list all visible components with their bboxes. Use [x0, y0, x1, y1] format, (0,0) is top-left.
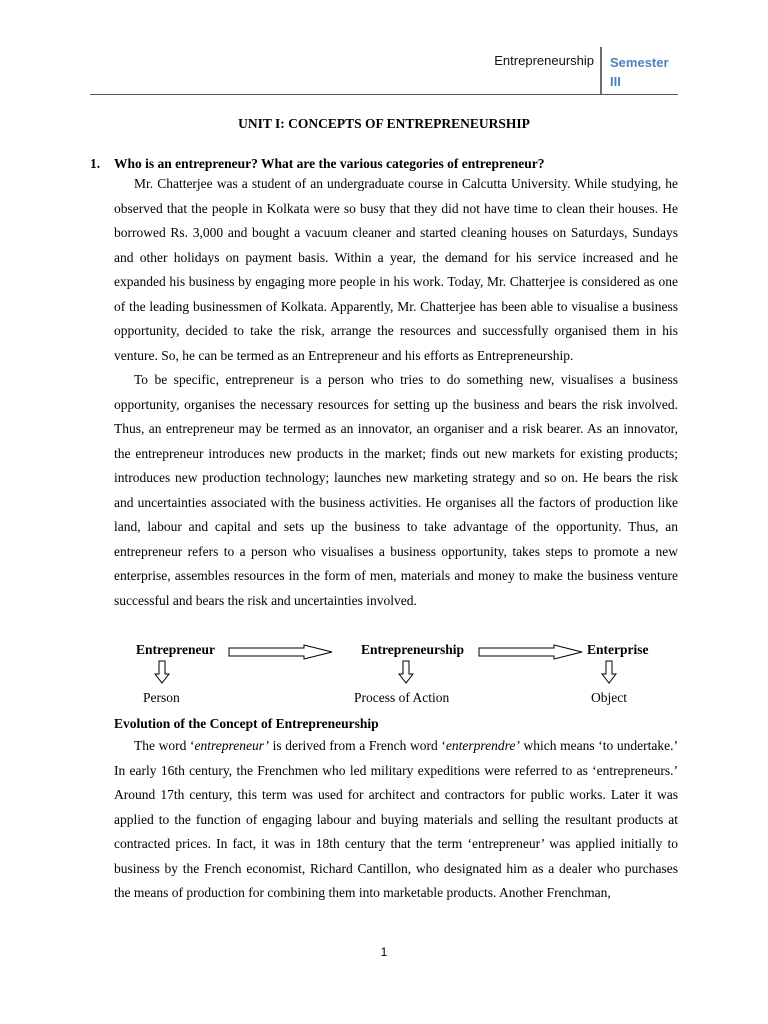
diagram-term-enterprise: Enterprise [587, 642, 649, 657]
section-paragraph [114, 734, 678, 906]
diagram-term-entrepreneurship: Entrepreneurship [361, 642, 465, 657]
text-run: is derived from a French word ‘ [269, 738, 446, 753]
italic-term: entrepreneur’ [194, 738, 269, 753]
down-arrow-icon [398, 660, 414, 684]
question-number: 1. [90, 156, 101, 171]
down-arrow-icon [154, 660, 170, 684]
page-number: 1 [380, 945, 388, 959]
diagram-sub-process: Process of Action [354, 690, 450, 705]
italic-term: enterprendre’ [445, 738, 520, 753]
text-run: The word ‘ [134, 738, 195, 753]
header-rule [90, 94, 678, 95]
paragraph-2: To be specific, entrepreneur is a person who tries to do something new, visualises a business opportunity, organises the necessary resources for setting up the business and bears the risk involved. Thus, an entrepreneur may be termed as an innovator, an organiser and a risk bearer. As an innovator, the entrepreneur introduces new products in the market; finds out new markets for existing products; introduces new production technology; launches new marketing strategy and so on. He bears the risk and uncertainties associated with the business activities. He organises all the factors of production like land, labour and capital and sets up the business to take advantage of the opportunity. Thus, an entrepreneur refers to a person who visualises a business opportunity, takes steps to promote a new enterprise, assembles resources in the form of men, materials and money to make the business venture successful and bears the risk and uncertainties involved. [114, 372, 678, 608]
section-heading: Evolution of the Concept of Entrepreneurship [114, 716, 379, 731]
header-divider [600, 47, 602, 94]
diagram-sub-object: Object [591, 690, 627, 705]
unit-title: UNIT I: CONCEPTS OF ENTREPRENEURSHIP [238, 116, 530, 131]
right-arrow-icon [478, 644, 584, 660]
right-arrow-icon [228, 644, 334, 660]
diagram-term-entrepreneur: Entrepreneur [136, 642, 215, 657]
diagram-sub-person: Person [143, 690, 180, 705]
header-semester: Semester III [610, 55, 669, 89]
question-text: Who is an entrepreneur? What are the various categories of entrepreneur? [114, 156, 545, 171]
header-title: Entrepreneurship [494, 53, 594, 68]
down-arrow-icon [601, 660, 617, 684]
paragraph-1: Mr. Chatterjee was a student of an undergraduate course in Calcutta University. While studying, he observed that the people in Kolkata were so busy that they did not have time to clean their houses. He borrowed Rs. 3,000 and bought a vacuum cleaner and started cleaning houses on Saturdays, Sundays and other holidays on payment basis. Within a year, the demand for his service increased and he expanded his business by engaging more people in his work. Today, Mr. Chatterjee is considered as one of the leading businessmen of Kolkata. Apparently, Mr. Chatterjee has been able to visualise a business opportunity, decided to take the risk, arrange the resources and successfully organised them in his venture. So, he can be termed as an Entrepreneur and his efforts as Entrepreneurship. [114, 176, 678, 363]
text-run: which means ‘to undertake.’ In early 16th century, the Frenchmen who led military expeditions were referred to as ‘entrepreneurs.’ Around 17th century, this term was used for architect and contractors for public works. Later it was applied to the function of engaging labour and buying materials and selling the resultant products at contracted prices. In fact, it was in 18th century that the term ‘entrepreneur’ was applied initially to business by the French economist, Richard Cantillon, who designated him as a dealer who purchases the means of production for combining them into marketable products. Another Frenchman, [114, 738, 679, 900]
